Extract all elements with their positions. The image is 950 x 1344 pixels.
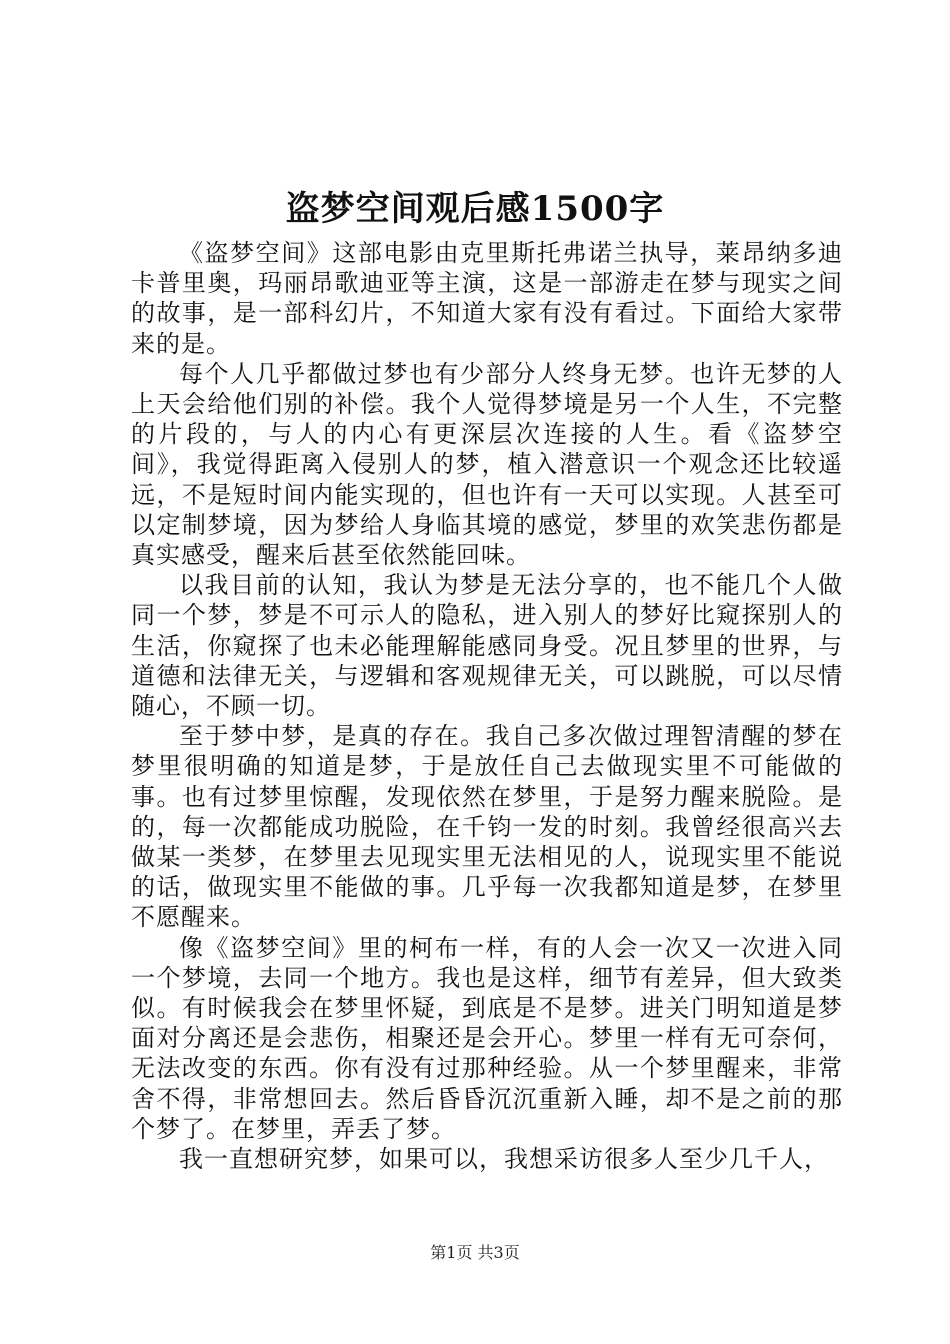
page-footer: 第1页 共3页 — [430, 1243, 520, 1262]
paragraph-2: 每个人几乎都做过梦也有少部分人终身无梦。也许无梦的人上天会给他们别的补偿。我个人觉得梦境是另一个人生，不完整的片段的，与人的内心有更深层次连接的人生。看《盗梦空间》，我觉得距离入侵别人的梦，植入潜意识一个观念还比较遥远，不是短时间内能实现的，但也许有一天可以实现。人甚至可以定制梦境，因为梦给人身临其境的感觉，梦里的欢笑悲伤都是真实感受，醒来后甚至依然能回味。 — [131, 359, 843, 570]
document-body — [131, 238, 843, 1174]
paragraph-1: 《盗梦空间》这部电影由克里斯托弗诺兰执导，莱昂纳多迪卡普里奥，玛丽昂歌迪亚等主演，这是一部游走在梦与现实之间的故事，是一部科幻片，不知道大家有没有看过。下面给大家带来的是。 — [131, 239, 843, 358]
paragraph-6: 我一直想研究梦，如果可以，我想采访很多人至少几千人， — [179, 1145, 829, 1174]
paragraph-4: 至于梦中梦，是真的存在。我自己多次做过理智清醒的梦在梦里很明确的知道是梦，于是放任自己去做现实里不可能做的事。也有过梦里惊醒，发现依然在梦里，于是努力醒来脱险。是的，每一次都能成功脱险，在千钧一发的时刻。我曾经很高兴去做某一类梦，在梦里去见现实里无法相见的人，说现实里不能说的话，做现实里不能做的事。几乎每一次我都知道是梦，在梦里不愿醒来。 — [131, 722, 843, 932]
paragraph-3: 以我目前的认知，我认为梦是无法分享的，也不能几个人做同一个梦，梦是不可示人的隐私，进入别人的梦好比窥探别人的生活，你窥探了也未必能理解能感同身受。况且梦里的世界，与道德和法律无关，与逻辑和客观规律无关，可以跳脱，可以尽情随心，不顾一切。 — [131, 571, 843, 721]
document-title: 盗梦空间观后感1500字 — [285, 189, 665, 229]
paragraph-5: 像《盗梦空间》里的柯布一样，有的人会一次又一次进入同一个梦境，去同一个地方。我也是这样，细节有差异，但大致类似。有时候我会在梦里怀疑，到底是不是梦。进关门明知道是梦面对分离还是会悲伤，相聚还是会开心。梦里一样有无可奈何，无法改变的东西。你有没有过那种经验。从一个梦里醒来，非常舍不得，非常想回去。然后昏昏沉沉重新入睡，却不是之前的那个梦了。在梦里，弄丢了梦。 — [131, 933, 843, 1143]
